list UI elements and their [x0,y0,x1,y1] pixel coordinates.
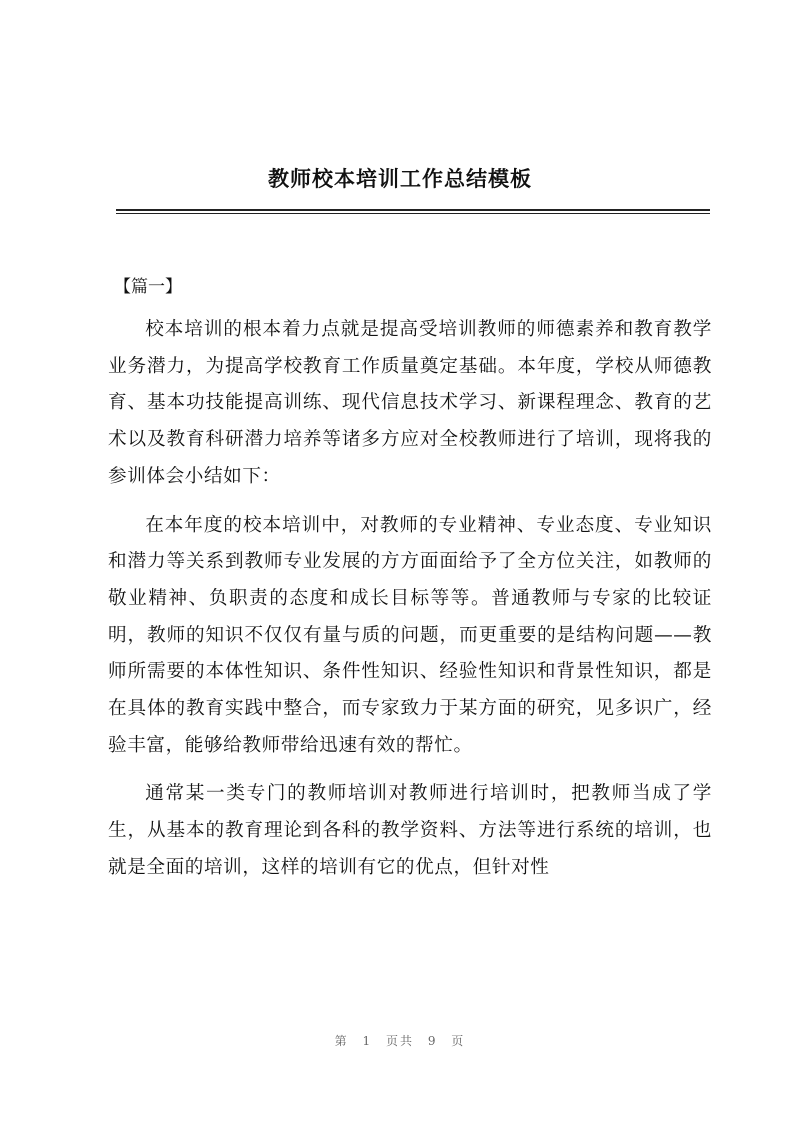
paragraph: 校本培训的根本着力点就是提高受培训教师的师德素养和教育教学业务潜力，为提高学校教育工作质量奠定基础。本年度，学校从师德教育、基本功技能提高训练、现代信息技术学习、新课程理念、教育的艺术以及教育科研潜力培养等诸多方应对全校教师进行了培训，现将我的参训体会小结如下： [108,319,712,487]
paragraph: 在本年度的校本培训中，对教师的专业精神、专业态度、专业知识和潜力等关系到教师专业发展的方方面面给予了全方位关注，如教师的敬业精神、负职责的态度和成长目标等等。普通教师与专家的比较证明，教师的知识不仅仅有量与质的问题，而更重要的是结构问题——教师所需要的本体性知识、条件性知识、经验性知识和背景性知识，都是在具体的教育实践中整合，而专家致力于某方面的研究，见多识广，经验丰富，能够给教师带给迅速有效的帮忙。 [108,514,712,756]
page-label-middle: 页共 [385,1034,414,1048]
page-title: 教师校本培训工作总结模板 [268,166,532,191]
section-label: 【篇一】 [114,277,182,297]
page-label-suffix: 页 [451,1034,466,1048]
total-pages-number: 9 [427,1034,438,1048]
title-divider-thin [116,213,710,214]
title-divider [116,209,710,211]
page-label-prefix: 第 [334,1034,349,1048]
paragraph: 通常某一类专门的教师培训对教师进行培训时，把教师当成了学生，从基本的教育理论到各科的教学资料、方法等进行系统的培训，也就是全面的培训，这样的培训有它的优点，但针对性 [108,783,712,878]
document-body [108,312,712,899]
page-footer [0,1032,800,1049]
current-page-number: 1 [362,1034,373,1048]
